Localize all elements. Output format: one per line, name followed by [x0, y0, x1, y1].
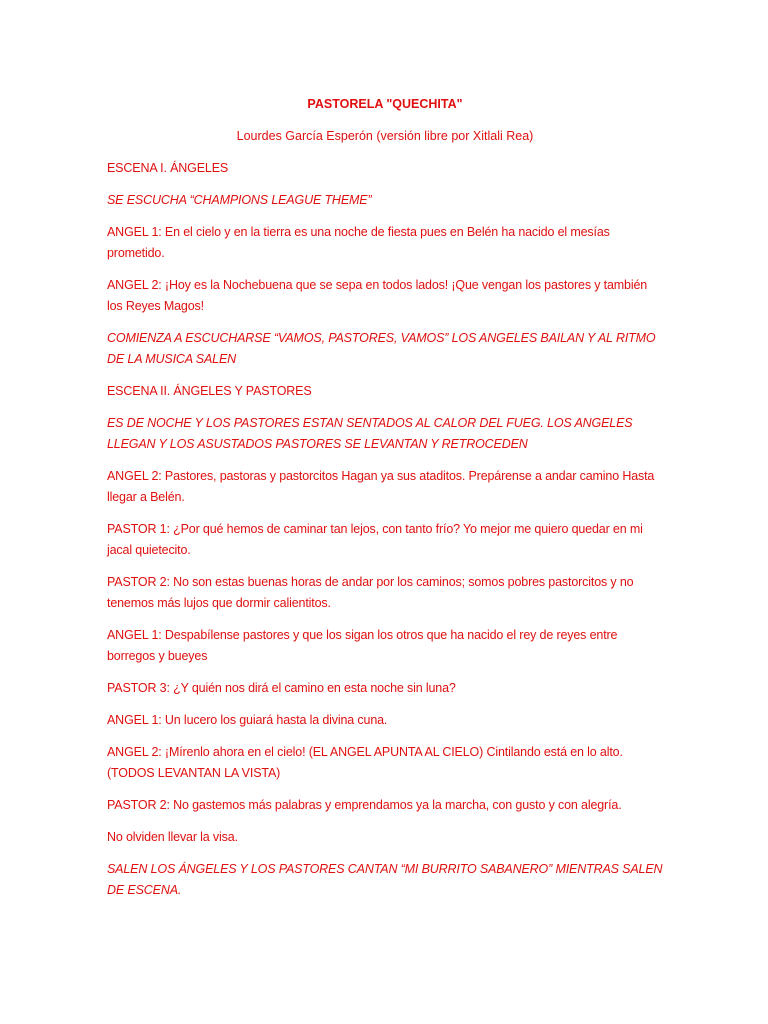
dialogue-line: ANGEL 2: ¡Hoy es la Nochebuena que se sepa en todos lados! ¡Que vengan los pastores y también los Reyes Magos! [107, 278, 648, 313]
scene-heading: ESCENA I. ÁNGELES [107, 161, 229, 175]
stage-direction: ES DE NOCHE Y LOS PASTORES ESTAN SENTADOS AL CALOR DEL FUEG. LOS ANGELES LLEGAN Y LOS ASUSTADOS PASTORES SE LEVANTAN Y RETROCEDEN [107, 416, 633, 451]
document-author: Lourdes García Esperón (versión libre por Xitlali Rea) [236, 129, 534, 143]
document-title: PASTORELA "QUECHITA" [307, 97, 463, 111]
scene-heading: ESCENA II. ÁNGELES Y PASTORES [107, 384, 312, 398]
dialogue-line: ANGEL 1: En el cielo y en la tierra es una noche de fiesta pues en Belén ha nacido el mesías prometido. [107, 225, 610, 260]
dialogue-line: No olviden llevar la visa. [107, 830, 238, 844]
dialogue-line: PASTOR 2: No gastemos más palabras y emprendamos ya la marcha, con gusto y con alegría. [107, 798, 622, 812]
dialogue-line: PASTOR 2: No son estas buenas horas de andar por los caminos; somos pobres pastorcitos y no tenemos más lujos que dormir calientitos. [107, 575, 634, 610]
stage-direction: COMIENZA A ESCUCHARSE “VAMOS, PASTORES, VAMOS” LOS ANGELES BAILAN Y AL RITMO DE LA MUSICA SALEN [107, 331, 656, 366]
dialogue-line: PASTOR 3: ¿Y quién nos dirá el camino en esta noche sin luna? [107, 681, 456, 695]
dialogue-line: ANGEL 2: Pastores, pastoras y pastorcitos Hagan ya sus ataditos. Prepárense a andar camino Hasta llegar a Belén. [107, 469, 655, 504]
dialogue-line: ANGEL 1: Un lucero los guiará hasta la divina cuna. [107, 713, 388, 727]
dialogue-line: ANGEL 1: Despabílense pastores y que los sigan los otros que ha nacido el rey de reyes entre borregos y bueyes [107, 628, 618, 663]
stage-direction: SALEN LOS ÁNGELES Y LOS PASTORES CANTAN “MI BURRITO SABANERO” MIENTRAS SALEN DE ESCENA. [107, 862, 663, 897]
dialogue-line: ANGEL 2: ¡Mírenlo ahora en el cielo! (EL ANGEL APUNTA AL CIELO) Cintilando está en lo alto. (TODOS LEVANTAN LA VISTA) [107, 745, 623, 780]
stage-direction: SE ESCUCHA “CHAMPIONS LEAGUE THEME” [107, 193, 372, 207]
dialogue-line: PASTOR 1: ¿Por qué hemos de caminar tan lejos, con tanto frío? Yo mejor me quiero quedar en mi jacal quietecito. [107, 522, 643, 557]
